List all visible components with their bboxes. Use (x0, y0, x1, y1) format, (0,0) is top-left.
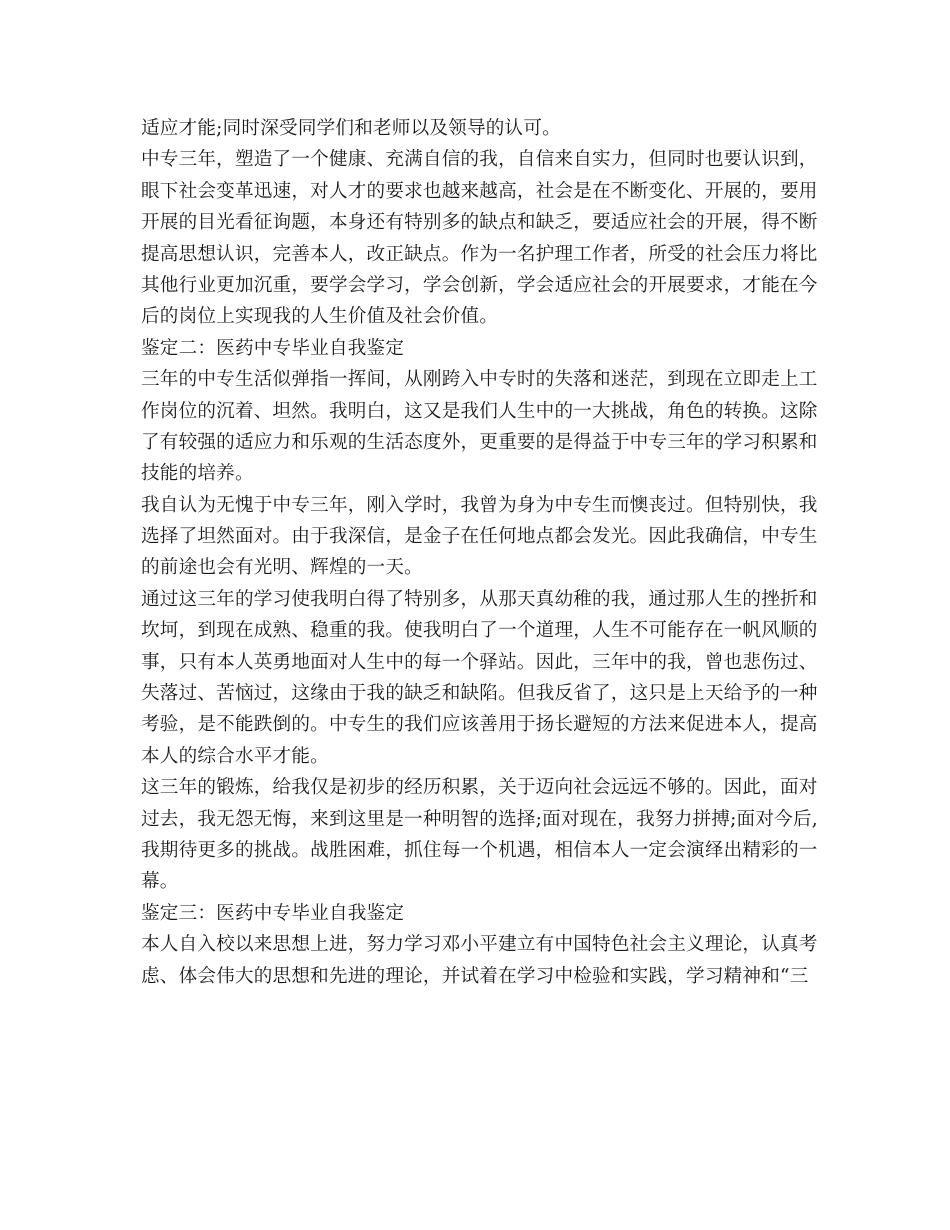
text-line: 选择了坦然面对。由于我深信，是金子在任何地点都会发光。因此我确信，中专生 (141, 526, 818, 548)
text-line: 了有较强的适应力和乐观的生活态度外，更重要的是得益于中专三年的学习积累和 (141, 431, 818, 453)
text-line: 事，只有本人英勇地面对人生中的每一个驿站。因此，三年中的我，曾也悲伤过、 (141, 651, 818, 673)
document-body (141, 113, 831, 992)
text-line: 虑、体会伟大的思想和先进的理论，并试着在学习中检验和实践，学习精神和“三 (141, 965, 809, 987)
text-line: 过去，我无怨无悔，来到这里是一种明智的选择;面对现在，我努力拼搏;面对今后, (141, 808, 818, 830)
text-line: 开展的目光看征询题，本身还有特别多的缺点和缺乏，要适应社会的开展，得不断 (141, 212, 818, 234)
text-line: 坎坷，到现在成熟、稳重的我。使我明白了一个道理，人生不可能存在一帆风顺的 (141, 620, 818, 642)
text-line: 考验，是不能跌倒的。中专生的我们应该善用于扬长避短的方法来促进本人，提高 (141, 714, 818, 736)
text-line: 技能的培养。 (141, 463, 254, 485)
text-line: 三年的中专生活似弹指一挥间，从刚跨入中专时的失落和迷茫，到现在立即走上工 (141, 369, 818, 391)
section-heading: 鉴定二：医药中专毕业自我鉴定 (141, 337, 405, 359)
text-line: 通过这三年的学习使我明白得了特别多，从那天真幼稚的我，通过那人生的挫折和 (141, 588, 818, 610)
text-line: 幕。 (141, 871, 179, 893)
text-line: 作岗位的沉着、坦然。我明白，这又是我们人生中的一大挑战，角色的转换。这除 (141, 400, 818, 422)
text-line: 提高思想认识，完善本人，改正缺点。作为一名护理工作者，所受的社会压力将比 (141, 243, 818, 265)
text-line: 这三年的锻炼，给我仅是初步的经历积累，关于迈向社会远远不够的。因此，面对 (141, 777, 818, 799)
text-line: 眼下社会变革迅速，对人才的要求也越来越高，社会是在不断变化、开展的，要用 (141, 180, 818, 202)
text-line: 后的岗位上实现我的人生价值及社会价值。 (141, 306, 499, 328)
section-heading: 鉴定三：医药中专毕业自我鉴定 (141, 902, 405, 924)
text-line: 其他行业更加沉重，要学会学习，学会创新，学会适应社会的开展要求，才能在今 (141, 274, 818, 296)
text-line: 失落过、苦恼过，这缘由于我的缺乏和缺陷。但我反省了，这只是上天给予的一种 (141, 683, 818, 705)
text-line: 中专三年，塑造了一个健康、充满自信的我，自信来自实力，但同时也要认识到， (141, 149, 818, 171)
text-line: 本人自入校以来思想上进，努力学习邓小平建立有中国特色社会主义理论，认真考 (141, 934, 818, 956)
text-line: 的前途也会有光明、辉煌的一天。 (141, 557, 423, 579)
text-line: 我自认为无愧于中专三年，刚入学时，我曾为身为中专生而懊丧过。但特别快，我 (141, 494, 818, 516)
text-line: 适应才能;同时深受同学们和老师以及领导的认可。 (141, 118, 561, 139)
text-line: 我期待更多的挑战。战胜困难，抓住每一个机遇，相信本人一定会演绎出精彩的一 (141, 839, 818, 861)
text-line: 本人的综合水平才能。 (141, 745, 329, 767)
